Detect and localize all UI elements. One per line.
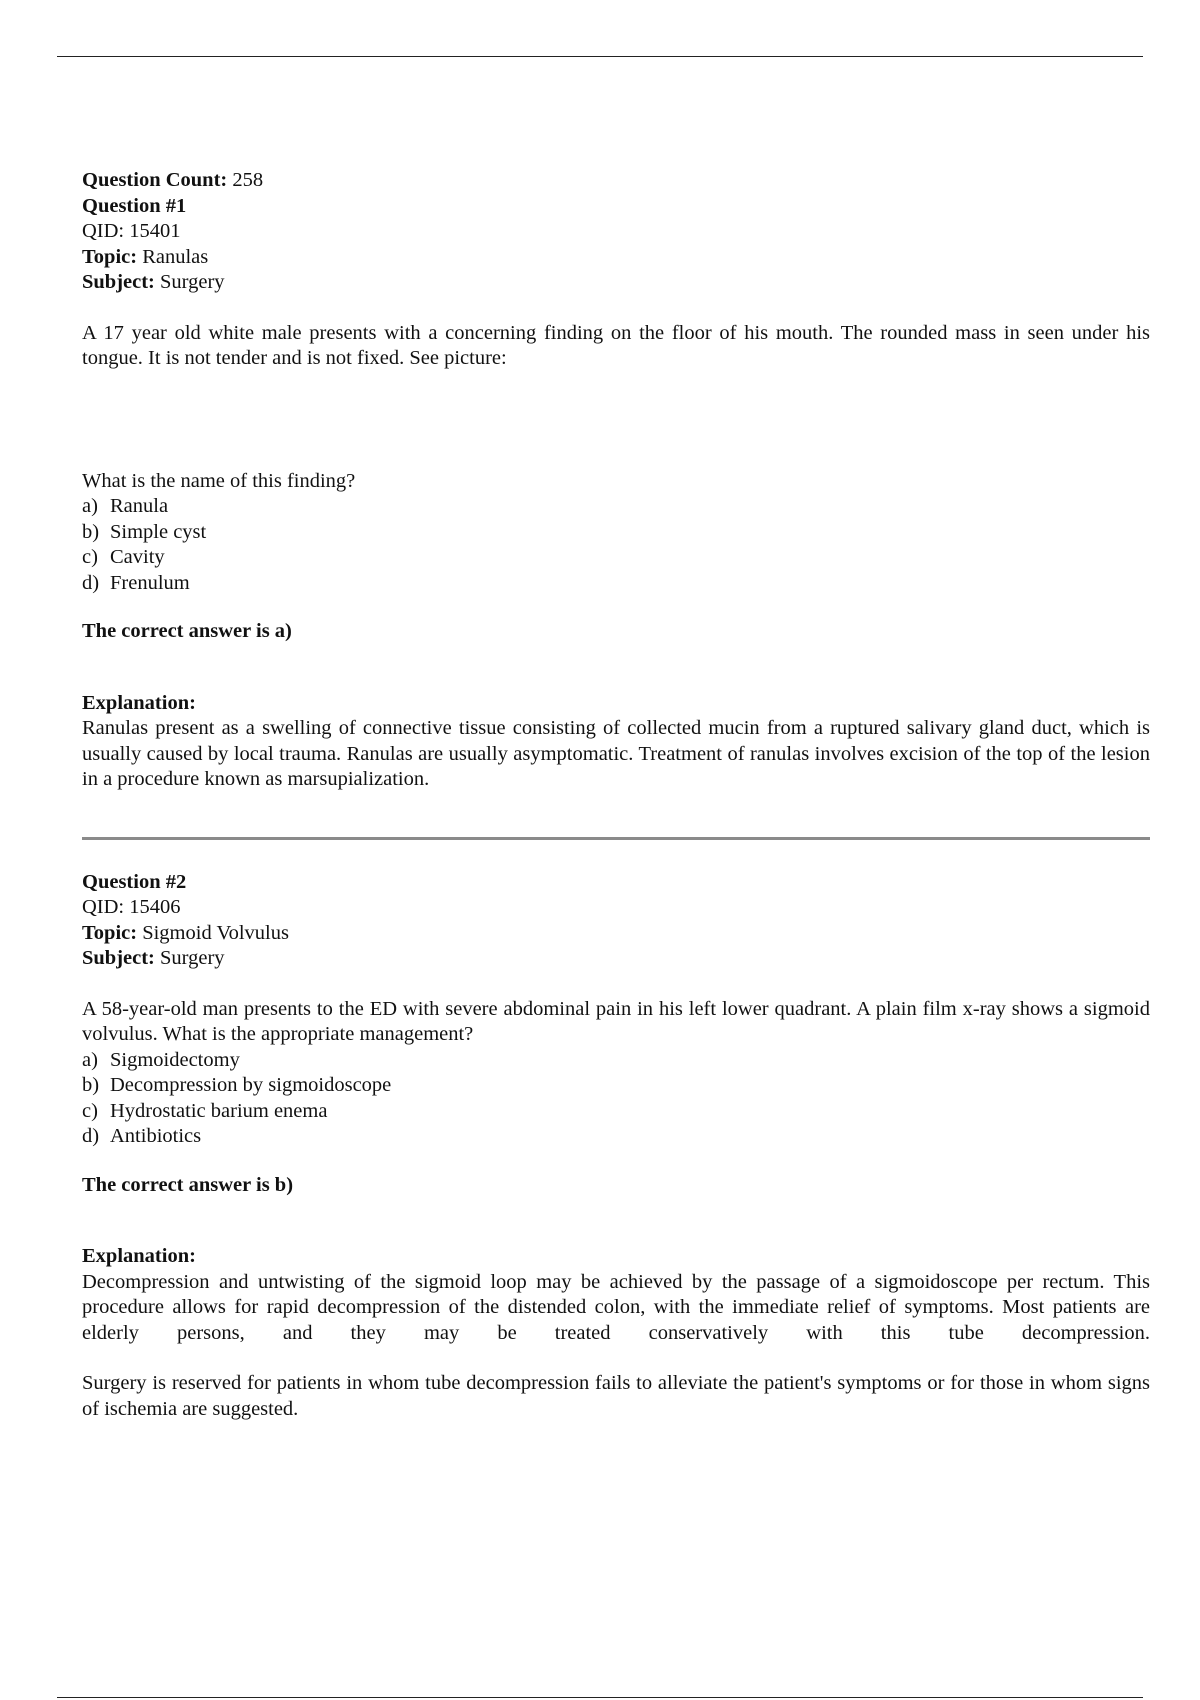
question-1-topic: Topic: Ranulas [82, 245, 209, 268]
question-2-topic: Topic: Sigmoid Volvulus [82, 921, 289, 944]
question-2-option-d: d) Antibiotics [82, 1125, 202, 1147]
question-1 [82, 168, 1150, 793]
question-1-answer: The correct answer is a) [82, 620, 292, 642]
question-1-explanation-label: Explanation: [82, 691, 196, 714]
question-2-options [82, 1048, 1150, 1150]
question-2-option-c: c) Hydrostatic barium enema [82, 1099, 328, 1122]
page-bottom-rule [57, 1697, 1143, 1698]
question-1-explanation: Ranulas present as a swelling of connective tissue consisting of collected mucin from a ruptured salivary gland duct, which is usually caused by local trauma. Ranulas are usually asymptomatic. Treatment of ranulas involves excision of the top of the lesion in a procedure known as marsupialization. [82, 717, 1150, 790]
document-body [82, 168, 1150, 1422]
question-1-stem: A 17 year old white male presents with a concerning finding on the floor of his mouth. The rounded mass in seen under his tongue. It is not tender and is not fixed. See picture: [82, 321, 1150, 369]
question-2-explanation-p2: Surgery is reserved for patients in whom tube decompression fails to alleviate the patient's symptoms or for those in whom signs of ischemia are suggested. [82, 1372, 1150, 1420]
question-count: Question Count: 258 [82, 169, 264, 191]
question-1-option-c: c) Cavity [82, 546, 165, 568]
question-1-subject: Subject: Surgery [82, 271, 225, 293]
question-2-option-a: a) Sigmoidectomy [82, 1048, 240, 1071]
page-top-rule [57, 56, 1143, 57]
question-2-answer: The correct answer is b) [82, 1173, 294, 1196]
question-1-option-b: b) Simple cyst [82, 520, 207, 543]
question-1-option-d: d) Frenulum [82, 571, 190, 594]
question-2-explanation-label: Explanation: [82, 1245, 196, 1267]
question-2-stem: A 58-year-old man presents to the ED with severe abdominal pain in his left lower quadrant. A plain film x-ray shows a sigmoid volvulus. What is the appropriate management? [82, 997, 1150, 1045]
question-2 [82, 870, 1150, 1423]
question-2-heading: Question #2 [82, 870, 187, 893]
question-1-prompt: What is the name of this finding? [82, 469, 356, 492]
question-1-options [82, 494, 1150, 596]
question-2-option-b: b) Decompression by sigmoidoscope [82, 1074, 392, 1096]
question-2-explanation-p1: Decompression and untwisting of the sigmoid loop may be achieved by the passage of a sigmoidoscope per rectum. This procedure allows for rapid decompression of the distended colon, with the immediate relief of symptoms. Most patients are elderly persons, and they may be treated conservatively with this tube decompression. [82, 1270, 1150, 1344]
question-2-qid: QID: 15406 [82, 896, 181, 918]
question-separator [82, 837, 1150, 840]
question-1-option-a: a) Ranula [82, 495, 169, 517]
question-2-subject: Subject: Surgery [82, 947, 225, 969]
question-1-qid: QID: 15401 [82, 220, 181, 242]
question-1-heading: Question #1 [82, 194, 187, 217]
